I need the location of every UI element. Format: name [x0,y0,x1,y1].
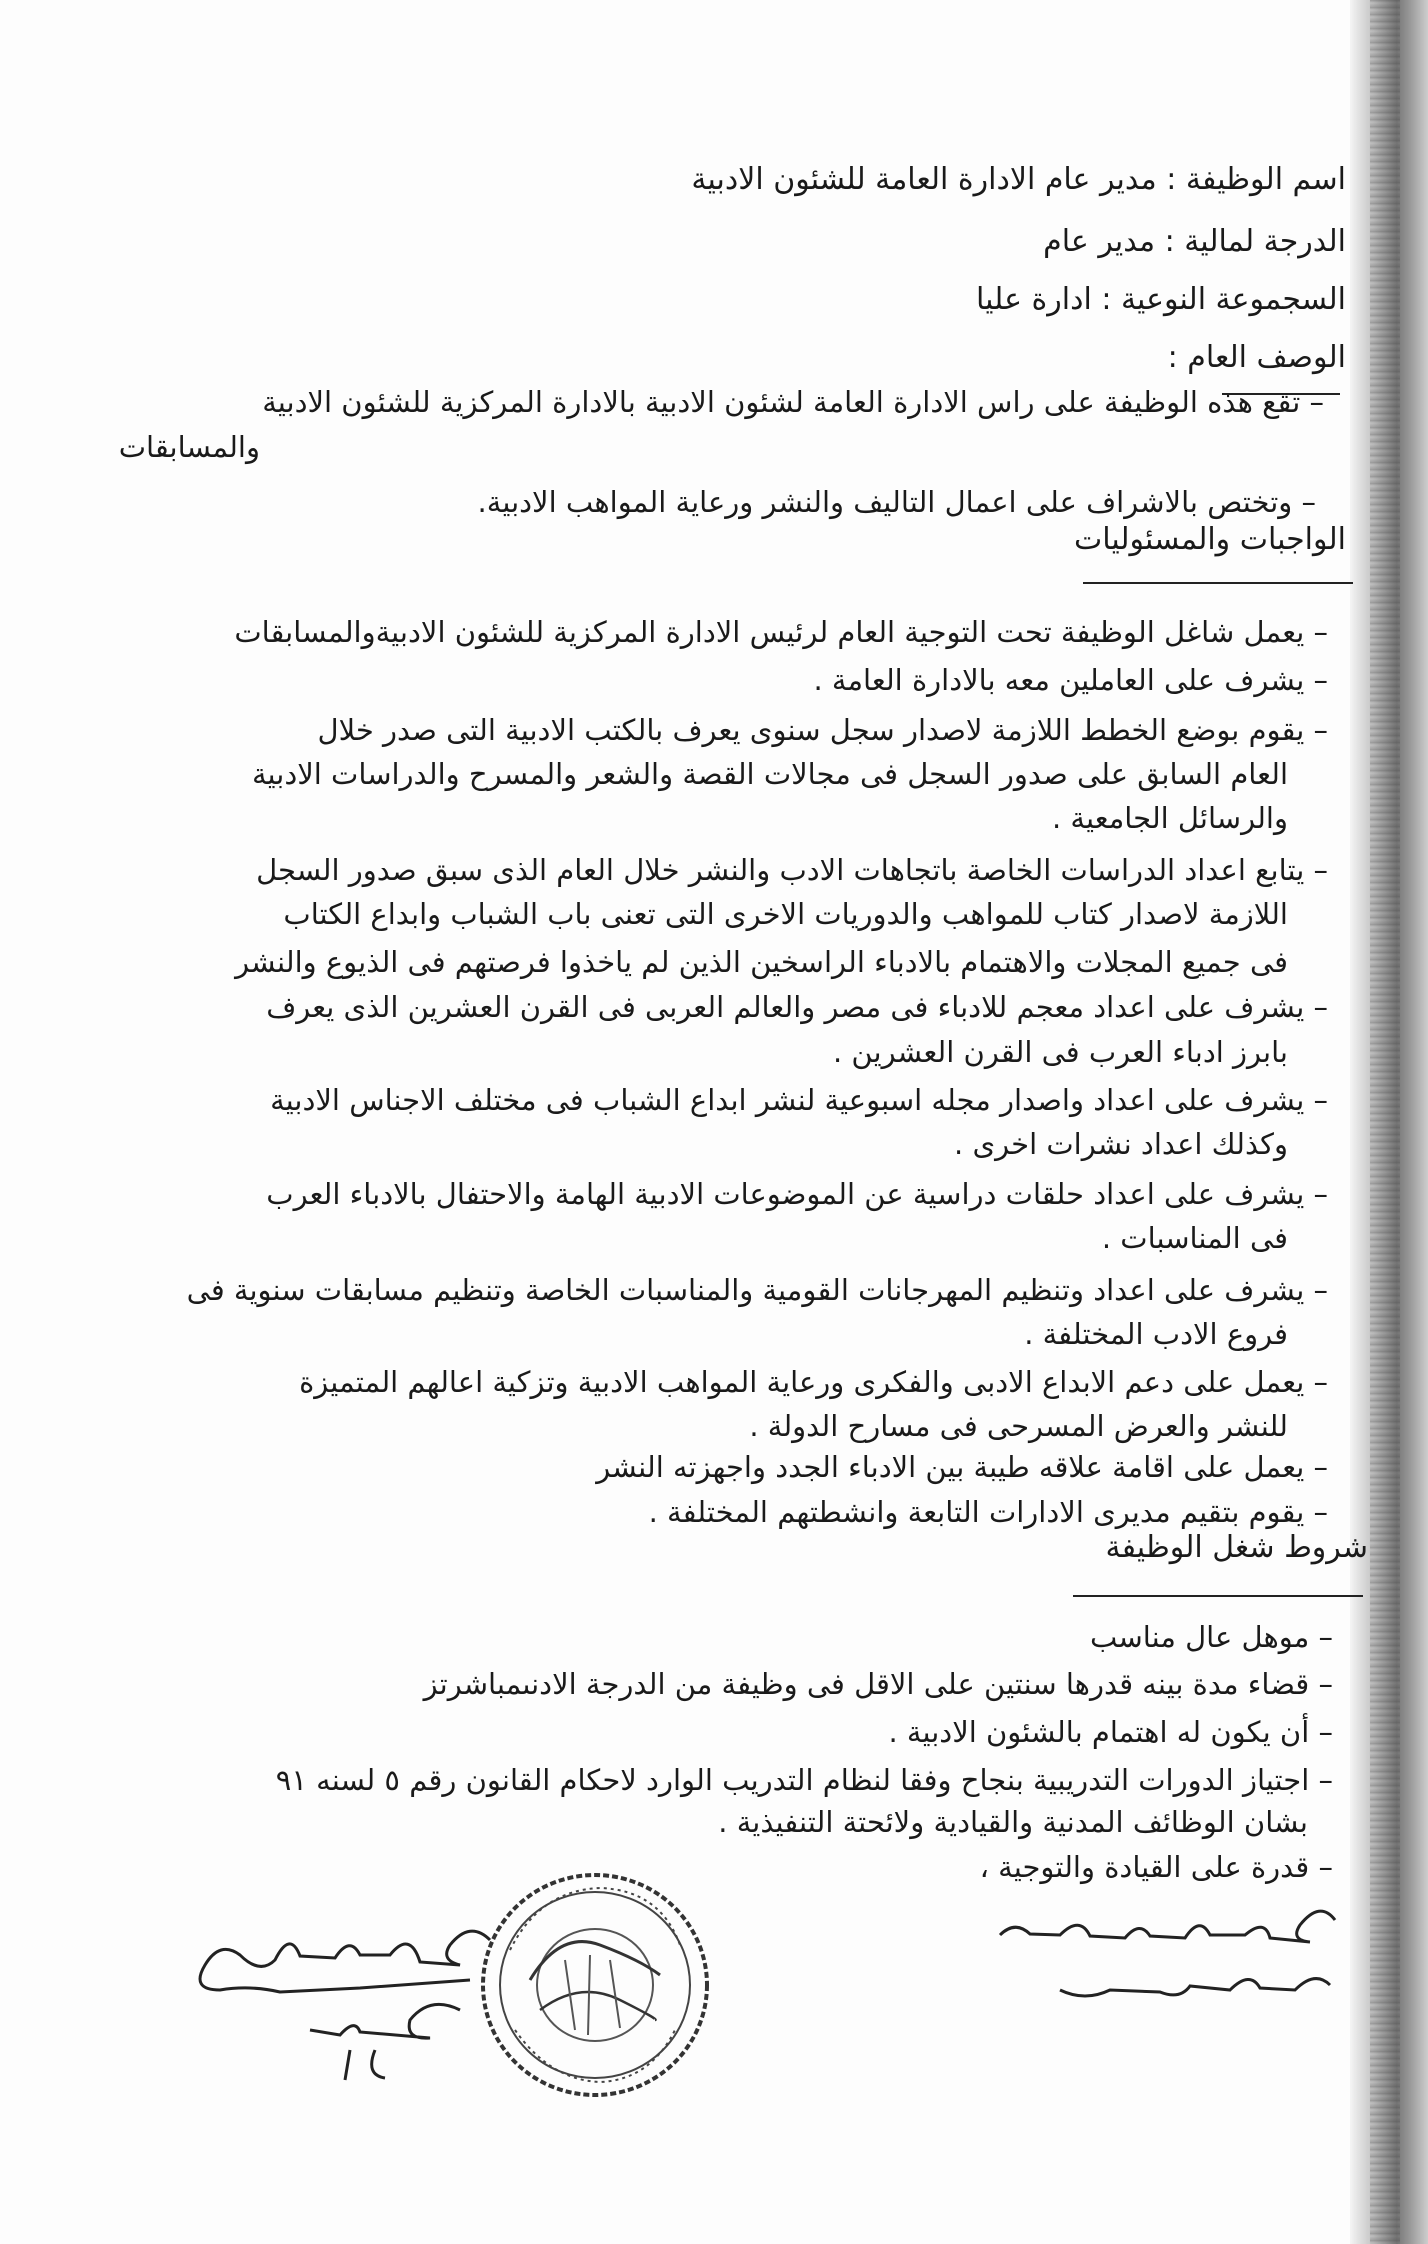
duty-line-19: – يعمل على اقامة علاقه طيبة بين الادباء الجدد واجهزته النشر [596,1450,1328,1484]
duty-line-2: – يشرف على العاملين معه بالادارة العامة . [813,663,1328,697]
duty-line-16: فروع الادب المختلفة . [1024,1317,1288,1351]
duty-line-17: – يعمل على دعم الابداع الادبى والفكرى ورعاية المواهب الادبية وتزكية اعالهم المتميزة [299,1365,1328,1399]
general-description-label: الوصف العام : [1167,340,1346,375]
duty-line-3: – يقوم بوضع الخطط اللازمة لاصدار سجل سنوى يعرف بالكتب الادبية التى صدر خلال [317,713,1328,747]
requirement-line-6: – قدرة على القيادة والتوجية ، [979,1850,1333,1884]
duties-title: الواجبات والمسئوليات [1073,522,1346,557]
duty-line-14: فى المناسبات . [1101,1221,1288,1255]
general-description-line-3: – وتختص بالاشراف على اعمال التاليف والنشر ورعاية المواهب الادبية. [477,485,1316,519]
duty-line-9: – يشرف على اعداد معجم للادباء فى مصر والعالم العربى فى القرن العشرين الذى يعرف [266,990,1328,1024]
right-handwritten-signature [990,1890,1350,2030]
duty-line-4: العام السابق على صدور السجل فى مجالات القصة والشعر والمسرح والدراسات الادبية [251,757,1288,791]
general-description-line-2: والمسابقات [118,430,260,464]
duty-line-7: اللازمة لاصدار كتاب للمواهب والدوريات الاخرى التى تعنى باب الشباب وابداع الكتاب [283,897,1288,931]
duty-line-11: – يشرف على اعداد واصدار مجله اسبوعية لنشر ابداع الشباب فى مختلف الاجناس الادبية [270,1083,1328,1117]
requirements-title: شروط شغل الوظيفة [1105,1530,1368,1565]
duties-underline [1083,582,1353,584]
requirement-line-3: – أن يكون له اهتمام بالشئون الادبية . [888,1715,1333,1749]
duty-line-20: – يقوم بتقيم مديرى الادارات التابعة وانشطتهم المختلفة . [648,1495,1328,1529]
duty-line-6: – يتابع اعداد الدراسات الخاصة باتجاهات الادب والنشر خلال العام الذى سبق صدور السجل [256,853,1328,887]
requirement-line-2: – قضاء مدة بينه قدرها سنتين على الاقل فى وظيفة من الدرجة الادنىمباشرتز [423,1667,1333,1701]
scan-shadow-edge [1350,0,1428,2244]
job-title: اسم الوظيفة : مدير عام الادارة العامة للشئون الادبية [691,162,1346,197]
duty-line-1: – يعمل شاغل الوظيفة تحت التوجية العام لرئيس الادارة المركزية للشئون الادبيةوالمسابقات [234,615,1328,649]
duty-line-12: وكذلك اعداد نشرات اخرى . [954,1127,1288,1161]
duty-line-8: فى جميع المجلات والاهتمام بالادباء الراسخين الذين لم ياخذوا فرصتهم فى الذيوع والنشر [235,945,1288,979]
duty-line-18: للنشر والعرض المسرحى فى مسارح الدولة . [749,1409,1288,1443]
requirement-line-1: – موهل عال مناسب [1089,1620,1333,1654]
financial-grade: الدرجة لمالية : مدير عام [1043,224,1346,259]
requirement-line-4: – اجتياز الدورات التدريبية بنجاح وفقا لنظام التدريب الوارد لاحكام القانون رقم ٥ لسنه ٩١ [275,1763,1333,1797]
requirement-line-5: بشان الوظائف المدنية والقيادية ولائحتة التنفيذية . [718,1805,1308,1839]
left-handwritten-signature [160,1900,510,2100]
job-group: السجموعة النوعية : ادارة عليا [975,282,1346,317]
duty-line-5: والرسائل الجامعية . [1052,801,1288,835]
duty-line-13: – يشرف على اعداد حلقات دراسية عن الموضوعات الادبية الهامة والاحتفال بالادباء العرب [266,1177,1328,1211]
general-description-line-1: – تقع هذه الوظيفة على راس الادارة العامة لشئون الادبية بالادارة المركزية للشئون الادبية [262,385,1324,419]
requirements-underline [1073,1595,1363,1597]
duty-line-15: – يشرف على اعداد وتنظيم المهرجانات القومية والمناسبات الخاصة وتنظيم مسابقات سنوية فى [186,1273,1328,1307]
duty-line-10: بابرز ادباء العرب فى القرن العشرين . [832,1035,1288,1069]
